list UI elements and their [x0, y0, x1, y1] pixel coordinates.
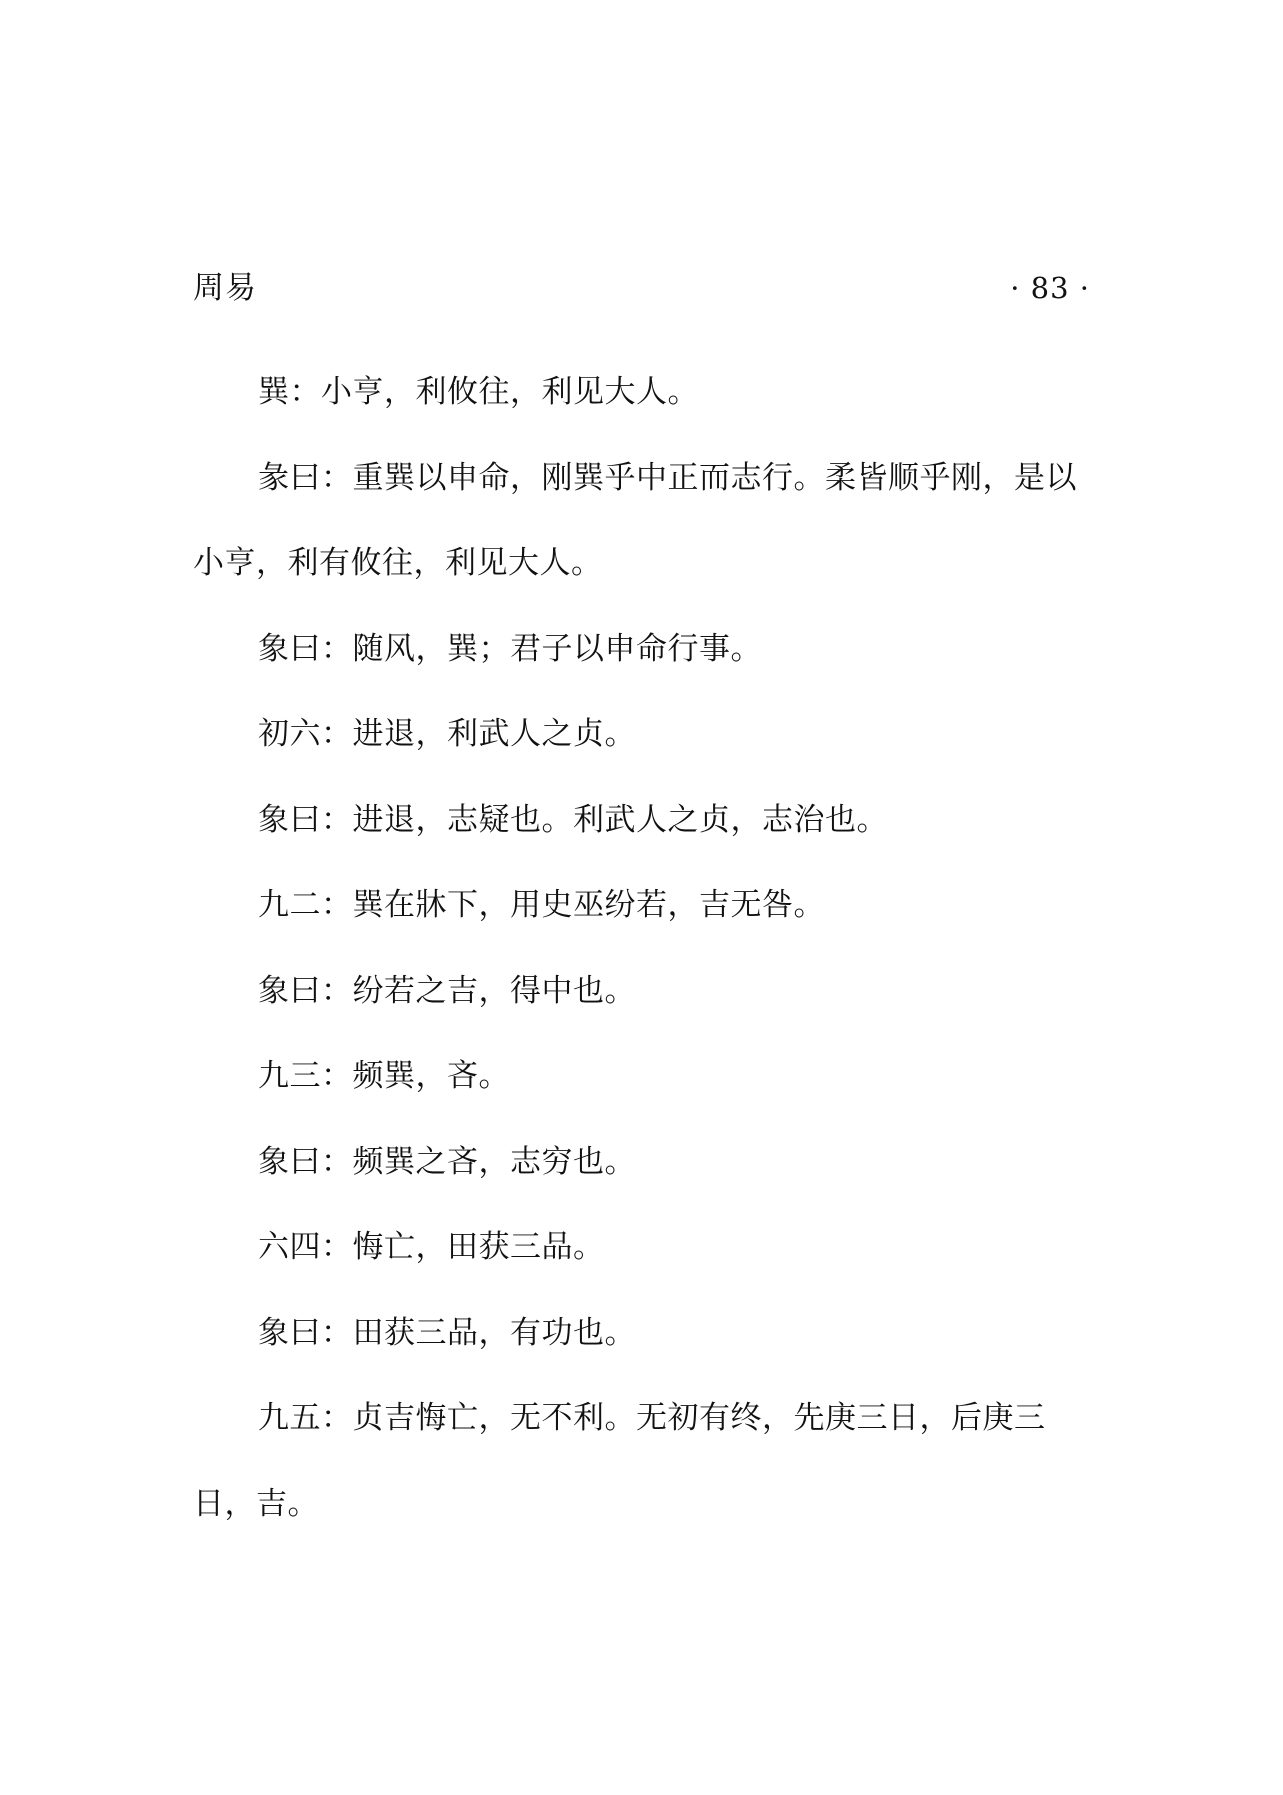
running-header: [193, 268, 1090, 308]
page-number: · 83 ·: [1010, 271, 1090, 305]
paragraph: 巽：小亨，利攸往，利见大人。: [258, 374, 699, 410]
paragraph: 象曰：随风，巽；君子以申命行事。: [258, 630, 762, 667]
paragraph: 象曰：田获三品，有功也。: [258, 1314, 636, 1351]
paragraph: 六四：悔亡，田获三品。: [258, 1229, 605, 1265]
paragraph: 初六：进退，利武人之贞。: [258, 716, 636, 752]
body-text: [193, 350, 1090, 1547]
paragraph: 九五：贞吉悔亡，无不利。无初有终，先庚三日，后庚三日，吉。: [193, 1400, 1046, 1522]
paragraph: 象曰：进退，志疑也。利武人之贞，志治也。: [258, 801, 888, 838]
paragraph: 象曰：纷若之吉，得中也。: [258, 972, 636, 1009]
book-title: 周易: [193, 270, 257, 306]
paragraph: 九二：巽在牀下，用史巫纷若，吉无咎。: [258, 887, 825, 923]
paragraph: 象曰：频巽之吝，志穷也。: [258, 1143, 636, 1180]
paragraph: 彖曰：重巽以申命，刚巽乎中正而志行。柔皆顺乎刚，是以小亨，利有攸往，利见大人。: [193, 459, 1077, 581]
paragraph: 九三：频巽，吝。: [258, 1058, 510, 1094]
